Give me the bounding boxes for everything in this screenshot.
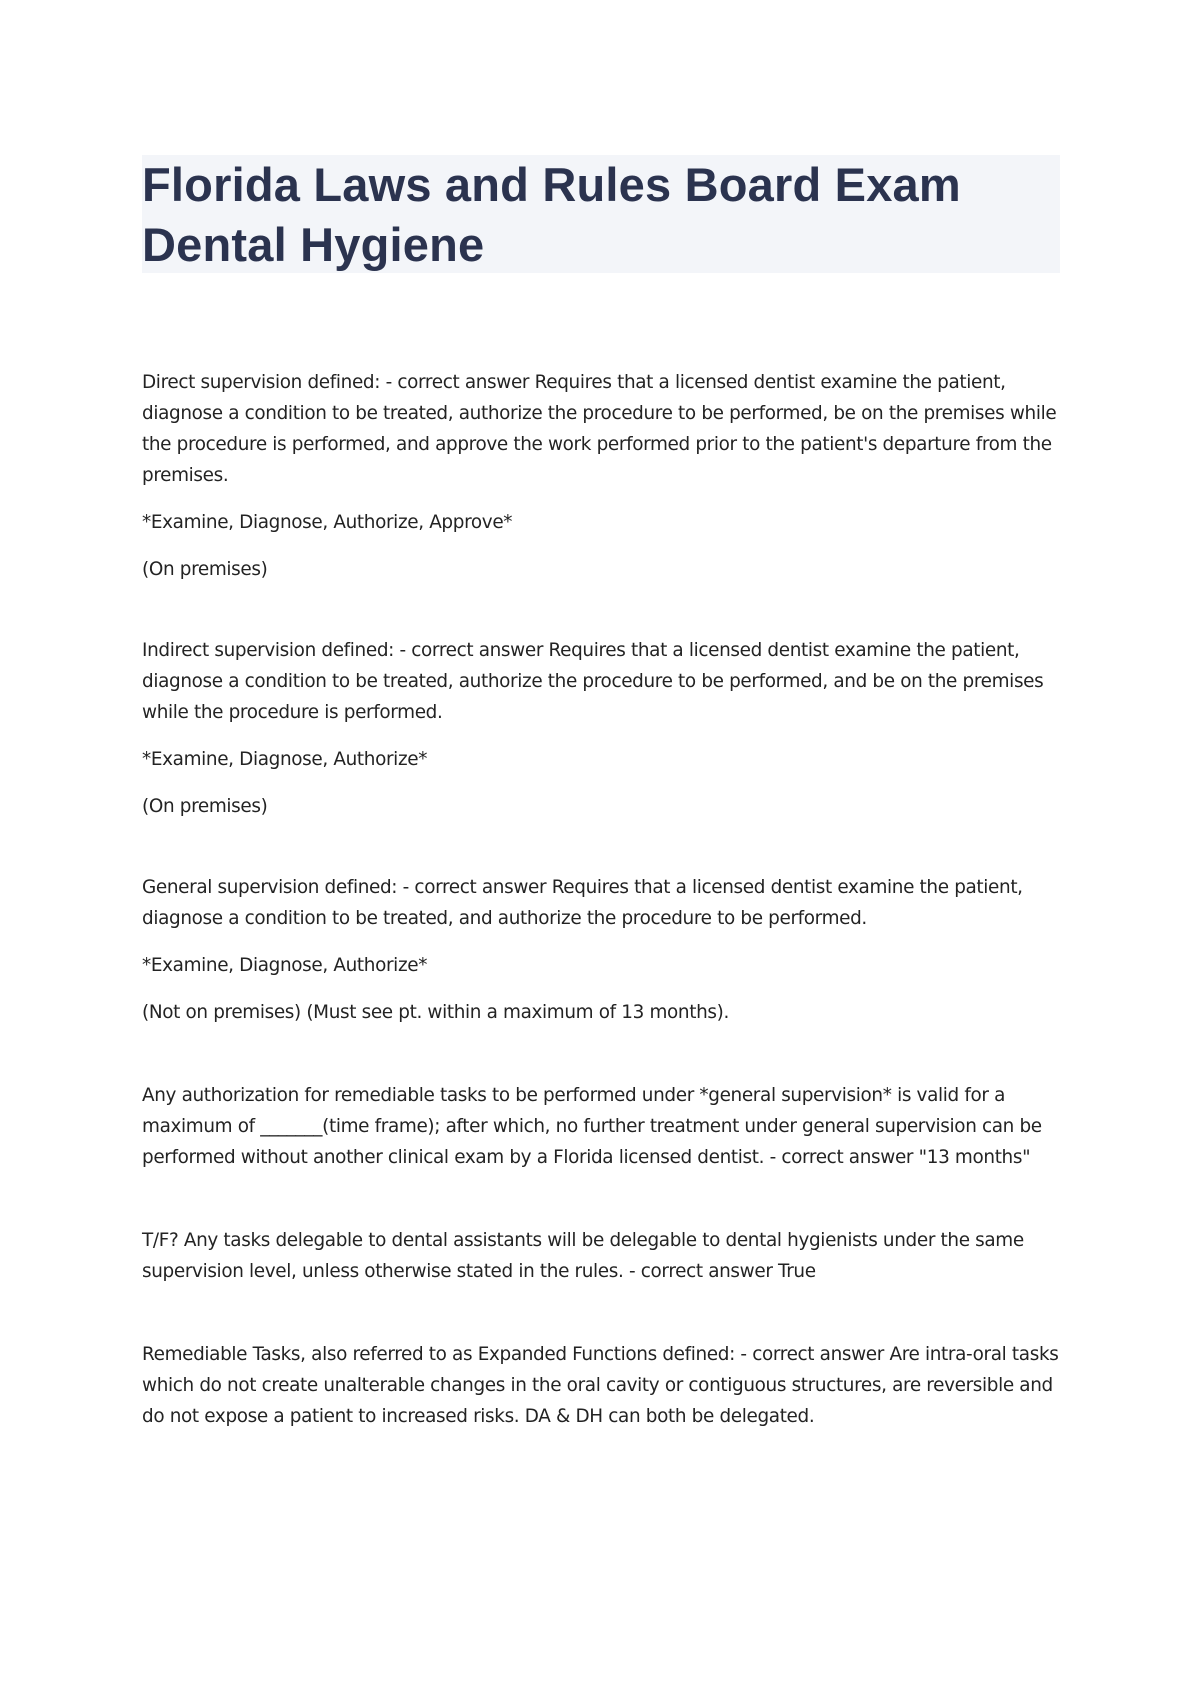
entry-authorization-time-frame xyxy=(142,1080,1062,1173)
entry-question-answer: Indirect supervision defined: - correct answer Requires that a licensed dentist examine the patient, diagnose a condition to be treated, authorize the procedure to be performed, and be on the premises while the procedure is performed. xyxy=(142,640,1044,723)
entry-question-answer: Direct supervision defined: - correct answer Requires that a licensed dentist examine the patient, diagnose a condition to be treated, authorize the procedure to be performed, be on the premises while the procedure is performed, and approve the work performed prior to the patient's departure from the premises. xyxy=(142,372,1057,486)
title-banner xyxy=(142,155,1060,273)
entry-general-supervision xyxy=(142,872,1062,1028)
entry-question-answer: General supervision defined: - correct answer Requires that a licensed dentist examine the patient, diagnose a condition to be treated, and authorize the procedure to be performed. xyxy=(142,877,1023,929)
title-line-1: Florida Laws and Rules Board Exam xyxy=(142,158,961,211)
entry-note: *Examine, Diagnose, Authorize* xyxy=(142,955,428,976)
entry-question-answer: Any authorization for remediable tasks to be performed under *general supervision* is valid for a maximum of _______(time frame); after which, no further treatment under general supervision can be performed without another clinical exam by a Florida licensed dentist. - correct answer "13 months" xyxy=(142,1085,1042,1168)
entry-note: (On premises) xyxy=(142,796,268,817)
entry-indirect-supervision xyxy=(142,635,1062,822)
entry-question-answer: T/F? Any tasks delegable to dental assistants will be delegable to dental hygienists under the same supervision level, unless otherwise stated in the rules. - correct answer True xyxy=(142,1230,1024,1282)
entry-direct-supervision xyxy=(142,367,1062,585)
entry-question-answer: Remediable Tasks, also referred to as Expanded Functions defined: - correct answer Are intra-oral tasks which do not create unalterable changes in the oral cavity or contiguous structures, are reversible and do not expose a patient to increased risks. DA & DH can both be delegated. xyxy=(142,1344,1059,1427)
document-title xyxy=(142,155,1060,275)
entry-true-false-delegable xyxy=(142,1225,1062,1287)
entry-note: *Examine, Diagnose, Authorize, Approve* xyxy=(142,512,513,533)
document-body xyxy=(142,367,1062,1448)
entry-note: *Examine, Diagnose, Authorize* xyxy=(142,749,428,770)
title-line-2: Dental Hygiene xyxy=(142,218,485,271)
entry-remediable-tasks xyxy=(142,1339,1062,1432)
entry-note: (Not on premises) (Must see pt. within a maximum of 13 months). xyxy=(142,1002,729,1023)
entry-note: (On premises) xyxy=(142,559,268,580)
